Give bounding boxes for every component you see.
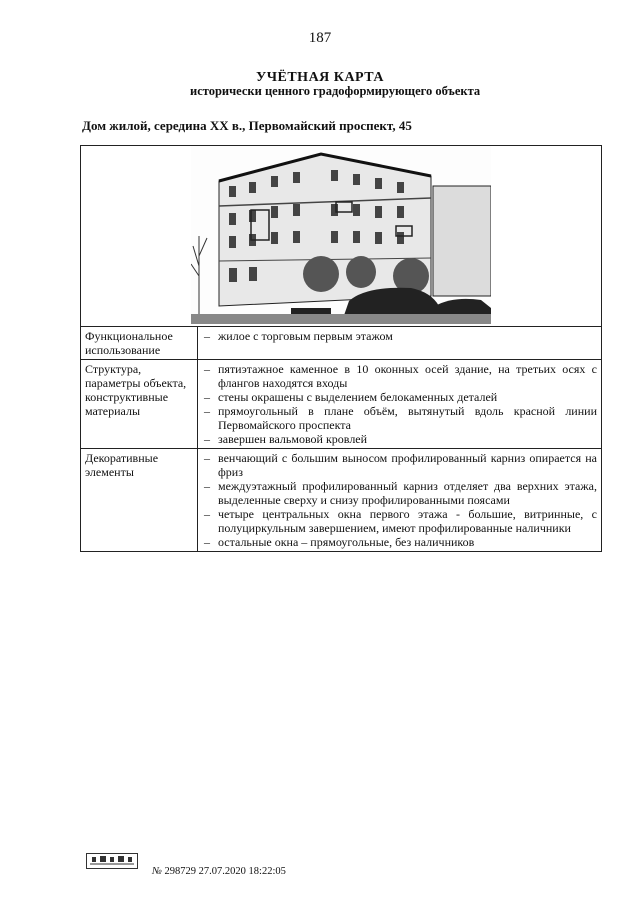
list-item: – пятиэтажное каменное в 10 оконных осей здание, на третьих осях с флангов находятся входы [202, 362, 597, 390]
row-label: Декоративные элементы [81, 449, 198, 552]
stamp-logo-icon [86, 853, 138, 869]
row-decorative [81, 449, 602, 552]
list-item: – завершен вальмовой кровлей [202, 432, 597, 446]
row-content [198, 360, 602, 449]
card-subtitle: исторически ценного градоформирующего объекта [190, 84, 481, 98]
list-item: – венчающий с большим выносом профилированный карниз опирается на фриз [202, 451, 597, 479]
row-label: Структура, параметры объекта, конструктивные материалы [81, 360, 198, 449]
list-item: – прямоугольный в плане объём, вытянутый вдоль красной линии Первомайского проспекта [202, 404, 597, 432]
doc-datetime: 27.07.2020 18:22:05 [198, 866, 286, 877]
list-item: – жилое с торговым первым этажом [202, 329, 597, 343]
row-structure [81, 360, 602, 449]
photo-cell [81, 146, 602, 327]
list-item: – междуэтажный профилированный карниз отделяет два верхних этажа, выделенные сверху и снизу профилированными поясами [202, 479, 597, 507]
row-content [198, 327, 602, 360]
card-title: УЧЁТНАЯ КАРТА [255, 70, 385, 85]
doc-number-prefix: № [152, 866, 162, 877]
object-name: Дом жилой, середина XX в., Первомайский проспект, 45 [82, 118, 412, 133]
list-item: – остальные окна – прямоугольные, без наличников [202, 535, 597, 549]
photo-row [81, 146, 602, 327]
row-content [198, 449, 602, 552]
document-footer [152, 866, 286, 877]
list-item: – стены окрашены с выделением белокаменных деталей [202, 390, 597, 404]
building-photo [191, 146, 491, 324]
list-item: – четыре центральных окна первого этажа - большие, витринные, с полуциркульным завершением, имеют профилированные наличники [202, 507, 597, 535]
page-number: 187 [308, 30, 332, 46]
doc-number: 298729 [164, 866, 197, 877]
row-functional-use [81, 327, 602, 360]
row-label: Функциональное использование [81, 327, 198, 360]
record-card-table [80, 145, 602, 552]
